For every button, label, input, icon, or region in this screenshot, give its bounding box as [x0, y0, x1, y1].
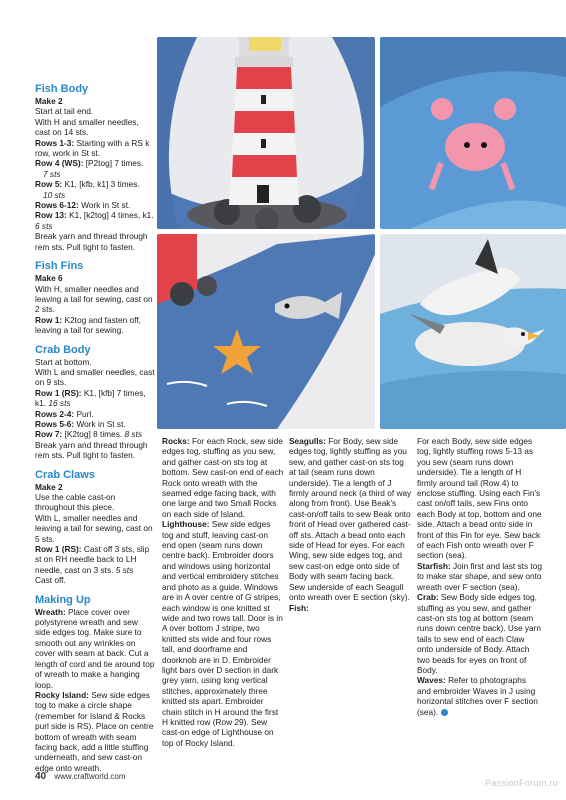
instruction-line: Start at bottom.	[35, 356, 92, 367]
making-up-crab: Crab: Sew Body side edges tog, stuffing as you sew, and gather cast-on sts tog at bottom (seam runs down centre back). Use yarn tails to sew end of each Claw onto underside of Body. Attach two beads for eyes on front of Body.	[417, 592, 542, 675]
end-marker-icon	[441, 709, 448, 716]
photo-seagull	[380, 234, 566, 429]
instruction-line: Break yarn and thread through rem sts. Pull tight to fasten.	[35, 231, 148, 252]
stitch-count: 7 sts	[43, 168, 61, 179]
heading-making-up: Making Up	[35, 593, 91, 606]
column-4	[417, 436, 542, 717]
row-instruction: Row 1: K2tog and fasten off, leaving a tail for sewing.	[35, 314, 141, 336]
watermark: PassionForum.ru	[484, 778, 558, 788]
instruction-line: With H and smaller needles, cast on 14 sts.	[35, 116, 139, 138]
heading-fish-body: Fish Body	[35, 83, 89, 95]
making-up-fish-cont: For each Body, sew side edges tog, lightly stuffing rows 5-13 as you sew (seam runs down underside). Tie a length of H firmly around tail (Row 4) to enclose stuffing. Using each Fin's cast on/off tails, sew Fins onto each Body at top, bottom and one side. Attach a bead onto side in front of this Fin for eye. Sew back of each Fish onto wreath over F section (sea).	[417, 436, 542, 561]
heading-crab-body: Crab Body	[35, 343, 91, 356]
stitch-count: 10 sts	[43, 189, 66, 200]
make-count: Make 6	[35, 273, 63, 284]
row-instruction: Row 1 (RS): Cast off 3 sts, slip st on RH needle back to LH needle, cast on 3 sts. 5 sts	[35, 544, 150, 575]
heading-fish-fins: Fish Fins	[35, 260, 84, 273]
column-2	[162, 436, 284, 748]
making-up-lighthouse: Lighthouse: Sew side edges tog and stuff, leaving cast-on end open (seam runs down centre back). Embroider doors and windows using horizontal and vertical embroidery stitches and photo as a guide. Windows are in A over centre of G stripes, each window is one knitted st wide and two rows tall. Door is in A over bottom J stripe, two knitted sts wide and four rows tall, and doorframe and doorknob are in D. Embroider light bars over D section in dark grey yarn, using long vertical stitches, approximately three knitted sts apart. Embroider chain stitch in H around the first H knitted row (Row 29). Sew cast-on edge of Lighthouse on top of Rocky Island.	[162, 519, 283, 748]
making-up-starfish: Starfish: Join first and last sts tog to make star shape, and sew onto wreath over F section (sea).	[417, 560, 542, 592]
instruction-line: Break yarn and thread through rem sts. Pull tight to fasten.	[35, 439, 148, 461]
make-count: Make 2	[35, 481, 63, 492]
instruction-line: Cast off.	[35, 575, 66, 586]
making-up-waves: Waves: Refer to photographs and embroider Waves in J using horizontal stitches over F section (sea).	[417, 675, 538, 717]
column-1	[35, 83, 155, 773]
instruction-line: With L and smaller needles, cast on 9 sts.	[35, 366, 155, 388]
making-up-fish: Fish:	[289, 602, 309, 613]
row-instruction: Rows 1-3: Starting with a RS k row, work in St st.	[35, 137, 150, 159]
row-instruction: Row 4 (WS): [P2tog] 7 times.	[35, 158, 144, 169]
photo-crab	[380, 37, 566, 229]
making-up-seagulls: Seagulls: For Body, sew side edges tog, lightly stuffing as you sew, and gather cast-on sts tog at tail (seam runs down underside). Tie a length of J firmly around neck (a third of way along from front). Use Beak's cast-on/off tails to sew Beak onto front of Head over gathered cast-off sts. Attach a bead onto each side of Head for eyes. For each Wing, sew side edges tog, and sew cast-on edge onto side of Body with seam facing back. Sew underside of each Seagull onto wreath over E section (sky).	[289, 436, 412, 603]
row-instruction: Rows 2-4: Purl.	[35, 408, 94, 419]
photo-lighthouse	[157, 37, 375, 229]
row-instruction: Rows 6-12: Work in St st.	[35, 200, 131, 211]
row-instruction: Row 13: K1, [k2tog] 4 times, k1. 6 sts	[35, 210, 154, 231]
instruction-line: Use the cable cast-on throughout this piece.	[35, 492, 116, 513]
row-instruction: Row 5: K1, [kfb, k1] 3 times.	[35, 179, 140, 190]
row-instruction: Row 1 (RS): K1, [kfb] 7 times, k1. 16 sts	[35, 387, 146, 409]
heading-crab-claws: Crab Claws	[35, 468, 95, 481]
making-up-rocky-island: Rocky Island: Sew side edges tog to make a circle shape (remember for Island & Rocks purl side is RS). Place on centre bottom of wreath with seam facing back, add a little stuffing underneath, and sew cast-on edge onto wreath.	[35, 689, 154, 773]
making-up-rocks: Rocks: For each Rock, sew side edges tog, stuffing as you sew, and gather cast-on sts tog at bottom. Sew cast-on end of each Rock onto wreath with the seamed edge facing back, with one large and two Small Rocks on each side of Island.	[162, 436, 284, 519]
row-instruction: Row 7: [K2tog] 8 times. 8 sts	[35, 429, 143, 440]
column-3	[289, 436, 412, 613]
page-number: 40	[35, 771, 47, 782]
instruction-line: With H, smaller needles and leaving a tail for sewing, cast on 2 sts.	[35, 283, 153, 315]
making-up-wreath: Wreath: Place cover over polystyrene wreath and sew side edges tog. Make sure to smooth out any wrinkles on cover with seam at back. Cut a length of cord and tie around top of wreath to make a hanging loop.	[35, 606, 155, 690]
instruction-line: With L, smaller needles and leaving a tail for sewing, cast on 5 sts.	[35, 512, 153, 544]
make-count: Make 2	[35, 96, 63, 106]
photo-starfish-fish	[157, 234, 375, 429]
site-url[interactable]: www.craftworld.com	[54, 772, 126, 781]
row-instruction: Rows 5-6: Work in St st.	[35, 418, 126, 429]
page-footer	[35, 771, 125, 782]
instruction-line: Start at tail end.	[35, 106, 94, 117]
